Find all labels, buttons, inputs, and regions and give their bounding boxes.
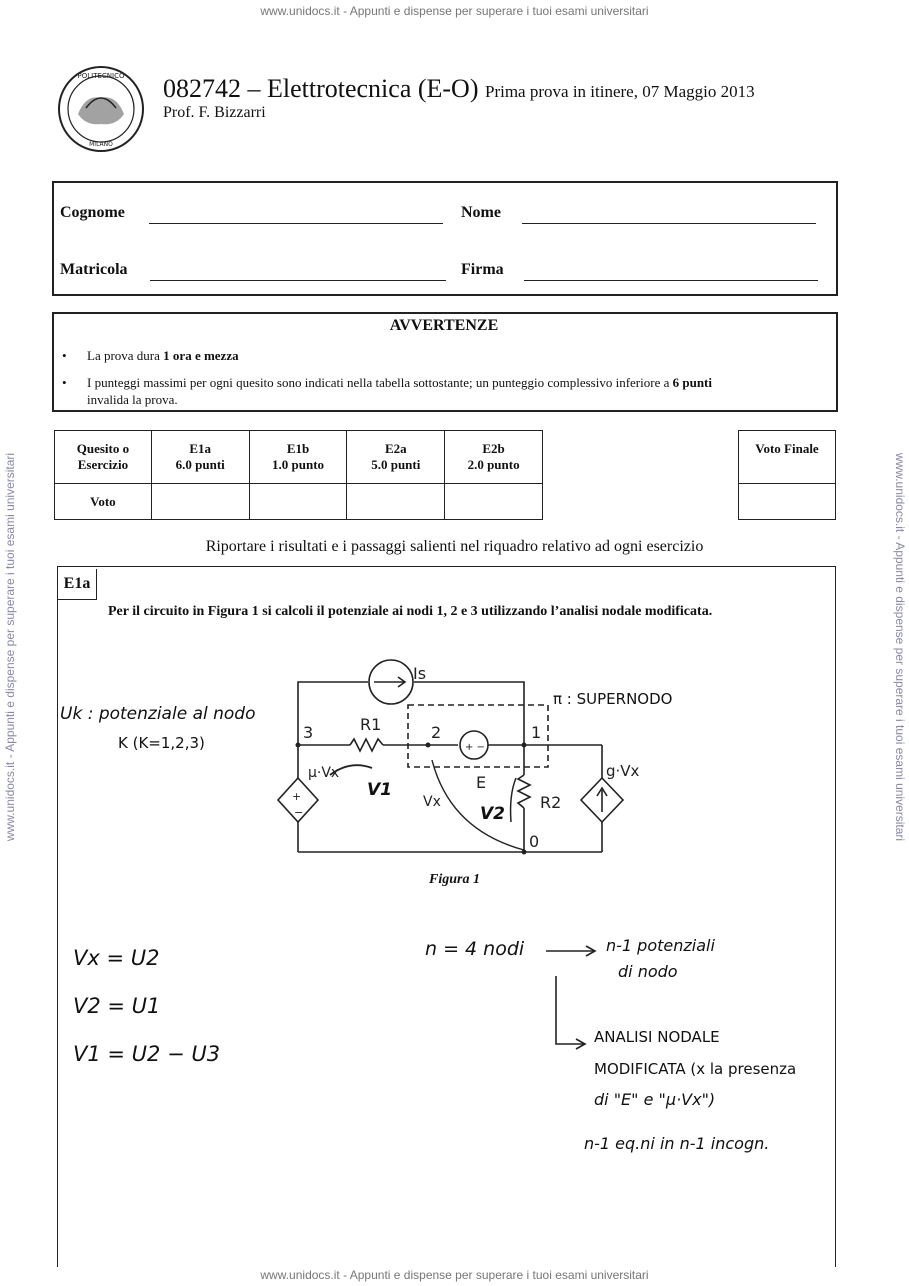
label-vx: Vx <box>423 794 441 810</box>
analysis-line3: di "E" e "μ·Vx") <box>594 1090 716 1109</box>
watermark-top: www.unidocs.it - Appunti e dispense per superare i tuoi esami universitari <box>260 4 649 18</box>
svg-text:MILANO: MILANO <box>89 141 113 148</box>
final-grade-label: Voto Finale <box>739 431 836 484</box>
signature-label: Firma <box>461 261 504 278</box>
warning-text: La prova dura <box>87 348 164 363</box>
name-label: Nome <box>461 204 501 221</box>
watermark-bottom: www.unidocs.it - Appunti e dispense per superare i tuoi esami universitari <box>260 1268 649 1282</box>
watermark-right: www.unidocs.it - Appunti e dispense per superare i tuoi esami universitari <box>893 452 907 842</box>
svg-text:−: − <box>294 806 304 819</box>
equation-v1: V1 = U2 − U3 <box>73 1042 221 1066</box>
node-index-range: K (K=1,2,3) <box>118 734 205 752</box>
warning-bold: 1 ora e mezza <box>163 348 239 363</box>
svg-text:+ −: + − <box>465 742 485 753</box>
label-v2: V2 <box>480 804 505 824</box>
label-mu-vx: μ·Vx <box>308 765 340 781</box>
label-g-vx: g·Vx <box>606 762 640 780</box>
arrow-note-line2: di nodo <box>618 962 678 981</box>
col-name: E1a <box>189 441 212 456</box>
col-name: E2a <box>384 441 407 456</box>
label-r1: R1 <box>360 715 382 734</box>
node-2: 2 <box>431 723 442 742</box>
exam-subtitle: Prima prova in itinere, 07 Maggio 2013 <box>485 82 755 101</box>
col-points: 6.0 punti <box>175 457 225 472</box>
warning-text: invalida la prova. <box>87 392 178 407</box>
analysis-line4: n-1 eq.ni in n-1 incogn. <box>584 1134 770 1153</box>
label-e: E <box>476 773 487 792</box>
node-count: n = 4 nodi <box>425 938 525 960</box>
watermark-left: www.unidocs.it - Appunti e dispense per superare i tuoi esami universitari <box>3 452 17 842</box>
col-points: 5.0 punti <box>371 457 421 472</box>
warning-text: I punteggi massimi per ogni quesito sono indicati nella tabella sottostante; un punteggio complessivo inferiore a <box>87 375 673 390</box>
bullet-icon: • <box>62 348 67 363</box>
label-r2: R2 <box>540 793 562 812</box>
grade-row-label: Voto <box>55 484 152 520</box>
col-points: 2.0 punto <box>467 457 520 472</box>
label-v1: V1 <box>367 780 392 800</box>
course-name: 082742 – Elettrotecnica (E-O) <box>163 74 479 103</box>
analysis-line1: ANALISI NODALE <box>594 1028 720 1046</box>
node-1: 1 <box>531 723 542 742</box>
svg-text:POLITECNICO: POLITECNICO <box>77 72 125 80</box>
analysis-line2: MODIFICATA (x la presenza <box>594 1060 797 1078</box>
student-id-label: Matricola <box>60 261 128 278</box>
svg-text:+: + <box>292 790 302 803</box>
col-name: E2b <box>482 441 505 456</box>
node-0: 0 <box>529 832 540 851</box>
equation-v2: V2 = U1 <box>73 994 161 1018</box>
label-is: Is <box>413 664 427 683</box>
figure-caption: Figura 1 <box>429 872 480 887</box>
arrow-note-line1: n-1 potenziali <box>606 936 715 955</box>
supernode-note: π : SUPERNODO <box>553 690 673 708</box>
surname-label: Cognome <box>60 204 125 221</box>
grade-header-label: Quesito o Esercizio <box>55 431 152 484</box>
equation-vx: Vx = U2 <box>73 946 160 970</box>
exercise-label: E1a <box>58 569 97 600</box>
col-name: E1b <box>286 441 310 456</box>
node-3: 3 <box>303 723 314 742</box>
bullet-icon: • <box>62 375 67 390</box>
node-potential-definition: Uk : potenziale al nodo <box>60 704 256 724</box>
instructions: Riportare i risultati e i passaggi salienti nel riquadro relativo ad ogni esercizio <box>205 538 704 555</box>
professor-name: Prof. F. Bizzarri <box>163 104 266 121</box>
exercise-text: Per il circuito in Figura 1 si calcoli il potenziale ai nodi 1, 2 e 3 utilizzando l’analisi nodale modificata. <box>108 604 713 619</box>
warnings-title: AVVERTENZE <box>389 317 499 334</box>
col-points: 1.0 punto <box>272 457 325 472</box>
warning-bold: 6 punti <box>672 375 712 390</box>
